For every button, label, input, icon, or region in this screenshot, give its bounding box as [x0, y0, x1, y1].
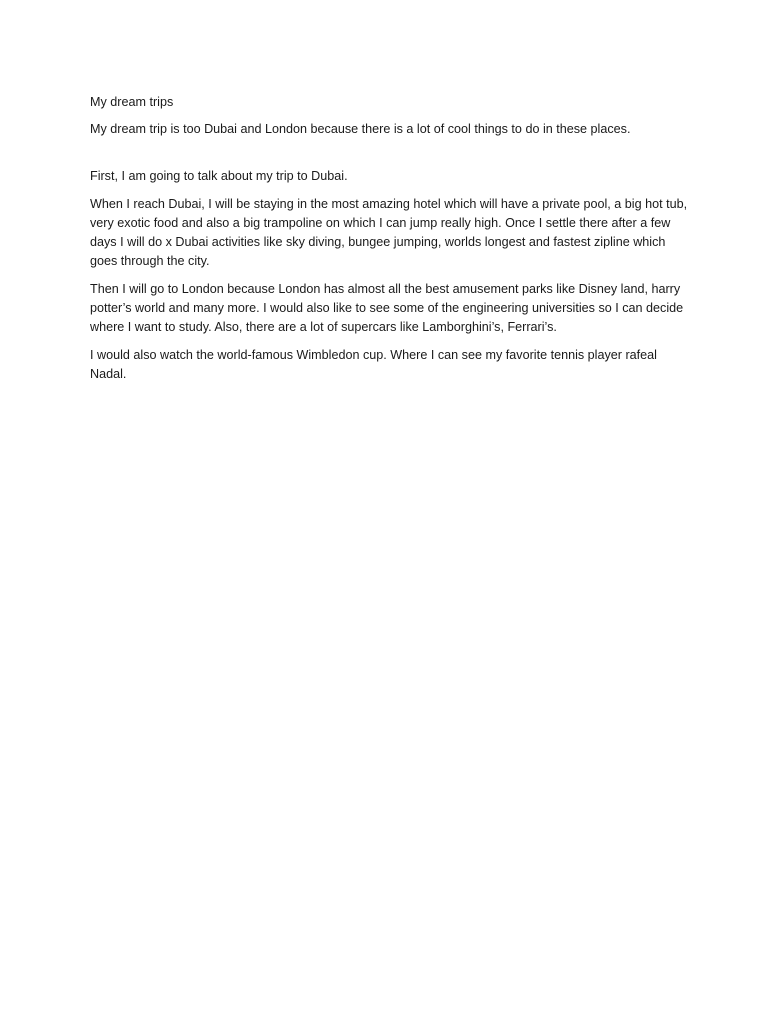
document-title: My dream trips	[90, 95, 174, 109]
paragraph-wimbledon: I would also watch the world-famous Wimbledon cup. Where I can see my favorite tennis player rafeal Nadal.	[90, 348, 657, 381]
paragraph-intro: My dream trip is too Dubai and London because there is a lot of cool things to do in these places.	[90, 122, 631, 136]
paragraph-london: Then I will go to London because London has almost all the best amusement parks like Disney land, harry potter’s world and many more. I would also like to see some of the engineering universities so I can decide where I want to study. Also, there are a lot of supercars like Lamborghini’s, Ferrari’s.	[90, 282, 684, 334]
paragraph-dubai-intro: First, I am going to talk about my trip to Dubai.	[90, 169, 348, 183]
document-body	[90, 93, 690, 393]
paragraph-dubai-details: When I reach Dubai, I will be staying in the most amazing hotel which will have a private pool, a big hot tub, very exotic food and also a big trampoline on which I can jump really high. Once I settle there after a few days I will do x Dubai activities like sky diving, bungee jumping, worlds longest and fastest zipline which goes through the city.	[90, 197, 688, 268]
